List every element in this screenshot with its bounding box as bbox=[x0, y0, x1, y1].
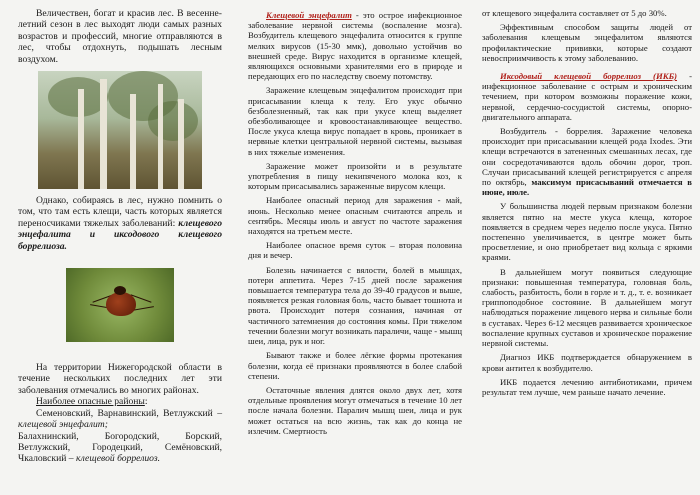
infection-paragraph: Заражение клещевым энцефалитом происходит при присасывании клеща к телу. Его укус обычно безболезненный, так как при укусе клещ выделяет обезболивающее и кровоостанавливающее вещество. После укуса клеща вирус попадает в кровь, проникает в нервные клетки центральной нервной системы, вызывая в них тяжелые изменения. bbox=[248, 85, 462, 157]
pathogen-paragraph: Возбудитель - боррелия. Заражение человека происходит при присасывании клещей рода Ixodes. Эти клещи встречаются в затененных смешанных лесах, где они сосредотачиваются вдоль обочин дорог, троп. Случаи присасываний клещей регистрируется с апреля по октябрь, максимум присасываний отмечается в июне, июле. bbox=[482, 126, 692, 198]
later-signs-paragraph: В дальнейшем могут появиться следующие признаки: повышенная температура, головная боль, слабость, разбитость, боли в горле и т. д., т. е. возникает гриппоподобное состояние. В дальнейшем могут наблюдаться поражение лицевого нерва и сильные боли в суставах. Через 6-12 месяцев развивается хроническое воспаление крупных суставов и хроническое поражение нервной системы. bbox=[482, 266, 692, 349]
warning-paragraph: Однако, собираясь в лес, нужно помнить о том, что там есть клещи, часть которых является переносчиками тяжелых заболеваний: клещевого энцефалита и иксодового клещевого боррелиоза. bbox=[18, 195, 222, 252]
season-paragraph: Наиболее опасный период для заражения - май, июнь. Несколько менее опасным считаются апрель и сентябрь. Месяцы июль и август по частоте заражения находятся на третьем месте. bbox=[248, 195, 462, 237]
milk-paragraph: Заражение может произойти и в результате употребления в пищу некипяченого молока коз, к которым присасывались зараженные вирусом клещи. bbox=[248, 160, 462, 192]
encephalitis-definition: Клещевой энцефалит - это острое инфекционное заболевание нервной системы (воспаление мозга). Возбудитель клещевого энцефалита относится к группе мелких вирусов (15-30 ммк), довольно устойчив во внешней среде. Вирус находится в организме клещей, являющихся основными хранителями его в природе и передающих его по наследству своему потомству. bbox=[248, 10, 462, 82]
borreliosis-definition: Иксодовый клещевой боррелиоз (ИКБ) - инфекционное заболевание с острым и хроническим течением, при котором возможны поражение кожи, нервной, сердечно-сосудистой системы, опорно-двигательного аппарата. bbox=[482, 71, 692, 122]
treatment-paragraph: ИКБ подается лечению антибиотиками, причем результат тем лучше, чем раньше начато лечение. bbox=[482, 376, 692, 397]
borreliosis-title: Иксодовый клещевой боррелиоз (ИКБ) bbox=[500, 71, 678, 82]
tick-photo bbox=[66, 268, 174, 342]
districts-borreliosis: Балахнинский, Богородский, Борский, Ветлужский, Городецкий, Семёновский, Чкаловский – клещевой боррелиоз. bbox=[18, 430, 222, 465]
districts-encephalitis: Семеновский, Варнавинский, Ветлужский – клещевой энцефалит; bbox=[18, 407, 222, 431]
daytime-paragraph: Наиболее опасное время суток – вторая половина дня и вечер. bbox=[248, 240, 462, 261]
region-paragraph: На территории Нижегородской области в течение нескольких последних лет эти заболевания отмечались во многих районах. bbox=[18, 362, 222, 396]
districts-label: Наиболее опасные районы: bbox=[36, 396, 148, 408]
forest-photo bbox=[38, 71, 202, 189]
diagnosis-paragraph: Диагноз ИКБ подтверждается обнаружением в крови антител к возбудителю. bbox=[482, 352, 692, 373]
column-right bbox=[472, 0, 700, 495]
vaccination-paragraph: Эффективным способом защиты людей от заболевания клещевым энцефалитом являются профилактические прививки, которые создают невосприимчивость к этому заболеванию. bbox=[482, 22, 692, 63]
encephalitis-title: Клещевой энцефалит bbox=[266, 10, 352, 20]
residual-paragraph: Остаточные явления длятся около двух лет, хотя отдельные проявления могут отмечаться в течение 10 лет после начала болезни. Паралич мышц шеи, лица и рук может остаться на всю жизнь, так как до конца не излечим. Смертность bbox=[248, 384, 462, 436]
mortality-paragraph: от клещевого энцефалита составляет от 5 до 30%. bbox=[482, 8, 667, 18]
column-middle bbox=[238, 0, 470, 495]
symptoms-paragraph: Болезнь начинается с вялости, болей в мышцах, потери аппетита. Через 7-15 дней после заражения повышается температура тела до 39-40 градусов и выше, появляется резкая головная боль, часто бывает тошнота и рвота. Происходит потеря сознания, начиная от частичного затемнения до состояния комы. При тяжелом течении болезни могут возникать параличи, чаще - мышц шеи, лица, рук и ног. bbox=[248, 264, 462, 347]
column-left bbox=[0, 0, 232, 495]
intro-paragraph: Величествен, богат и красив лес. В весенне-летний сезон в лес выходят люди самых разных возрастов и профессий, многие отправляются в лес, чтобы отдохнуть, подышать лесным воздухом. bbox=[18, 8, 222, 65]
mild-forms-paragraph: Бывают также и более лёгкие формы протекания болезни, когда её признаки проявляются в более слабой степени. bbox=[248, 350, 462, 381]
first-sign-paragraph: У большинства людей первым признаком болезни является пятно на месте укуса клеща, которое появляется в среднем через неделю после укуса. Пятно постепенно увеличивается, в центре может быть просветление, и оно приобретает вид кольца с яркими краями. bbox=[482, 201, 692, 263]
